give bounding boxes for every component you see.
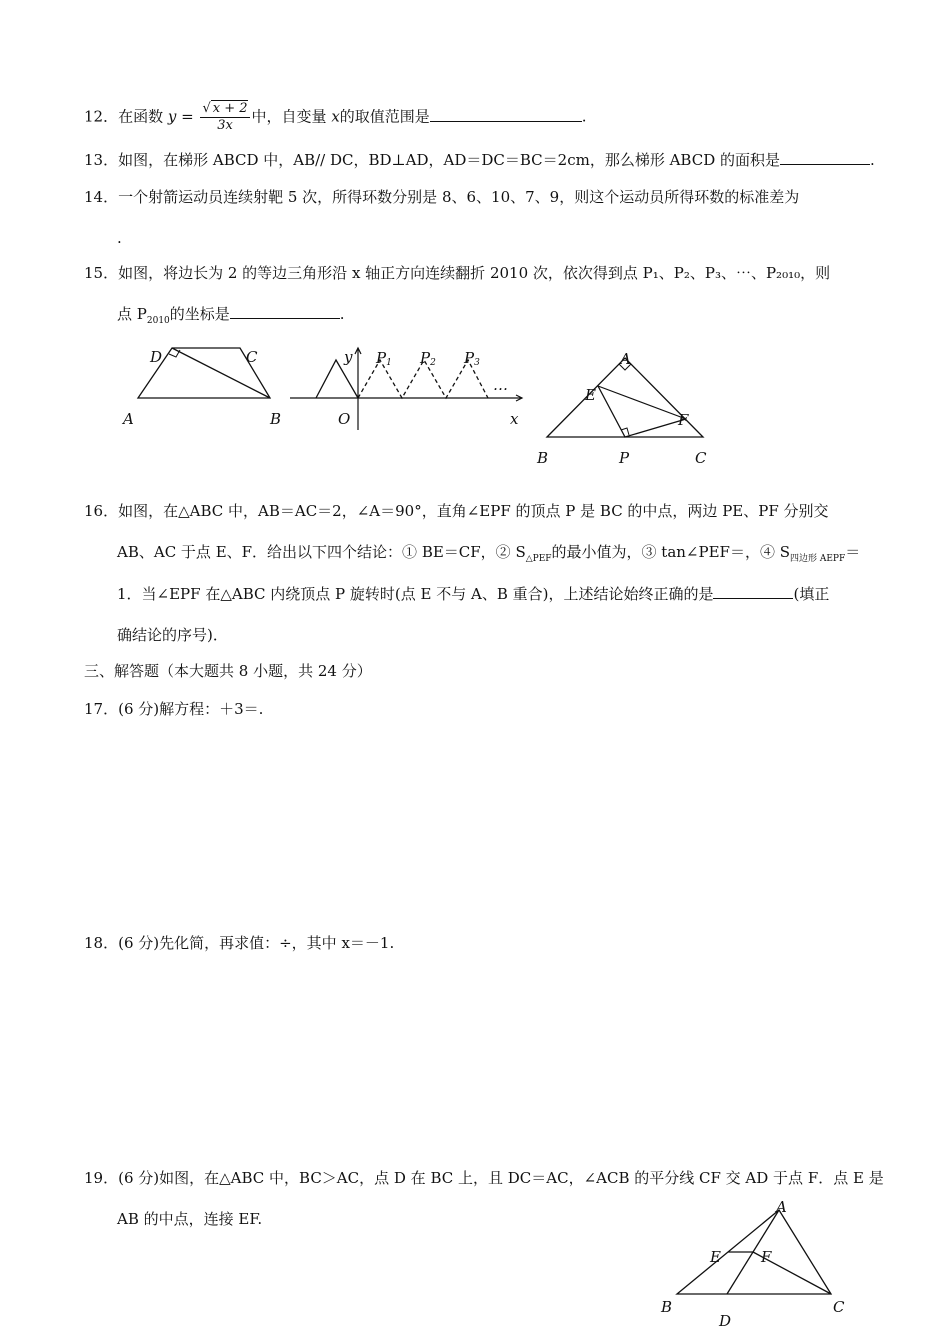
answer-blank[interactable] (430, 107, 582, 122)
label-d: D (719, 1312, 732, 1330)
question-19-line2: AB 的中点，连接 EF. (117, 1210, 263, 1228)
question-16-line4: 确结论的序号)． (117, 626, 228, 644)
label-p2: P2 (420, 349, 436, 368)
angle-epf (598, 386, 686, 437)
q12-text: 在函数 (118, 107, 168, 126)
question-14-end: . (117, 229, 122, 247)
label-d: D (150, 348, 163, 366)
label-c: C (833, 1298, 845, 1316)
trapezoid-figure (120, 340, 300, 440)
triangle-abc-figure (535, 340, 725, 470)
label-a: A (620, 350, 631, 368)
label-c: C (246, 348, 258, 366)
label-p: P (619, 449, 630, 467)
label-c: C (695, 449, 707, 467)
question-13: 13．如图，在梯形 ABCD 中，AB// DC，BD⊥AD，AD＝DC＝BC＝2cm，那么梯形 ABCD 的面积是 . (84, 151, 875, 169)
label-p1: P1 (376, 349, 392, 368)
label-b: B (661, 1298, 673, 1316)
label-b: B (270, 410, 282, 428)
label-e: E (585, 386, 596, 404)
q12-y: y = (167, 107, 194, 126)
label-dots: … (493, 376, 508, 394)
label-y: y (344, 348, 353, 366)
label-p3: P3 (464, 349, 480, 368)
section-3-heading: 三、解答题（本大题共 8 小题，共 24 分） (84, 662, 372, 680)
label-a: A (776, 1198, 787, 1216)
answer-blank[interactable] (230, 304, 340, 319)
label-e: E (710, 1248, 721, 1266)
question-17: 17．(6 分)解方程：＋3＝. (84, 700, 264, 718)
question-18: 18．(6 分)先化简，再求值：÷，其中 x＝－1. (84, 934, 395, 952)
triangle-abc-bisector-figure (655, 1198, 865, 1338)
question-16-line3: 1．当∠EPF 在△ABC 内绕顶点 P 旋转时(点 E 不与 A、B 重合)，上述结论始终正确的是 (填正 (117, 585, 830, 603)
q12-fraction: $\frac{√ x + 2}{3x}$ (202, 101, 248, 133)
label-b: B (537, 449, 549, 467)
question-14: 14．一个射箭运动员连续射靶 5 次，所得环数分别是 8、6、10、7、9，则这个运动员所得环数的标准差为 (84, 188, 800, 206)
label-f: F (761, 1248, 772, 1266)
label-f: F (678, 411, 689, 429)
label-o: O (338, 410, 351, 428)
answer-blank[interactable] (780, 150, 870, 165)
question-16: 16．如图，在△ABC 中，AB＝AC＝2，∠A＝90°，直角∠EPF 的顶点 P 是 BC 的中点，两边 PE、PF 分别交 (84, 502, 829, 520)
folding-triangle-figure (290, 340, 530, 440)
question-19: 19．(6 分)如图，在△ABC 中，BC＞AC，点 D 在 BC 上，且 DC＝AC，∠ACB 的平分线 CF 交 AD 于点 F．点 E 是 (84, 1169, 884, 1187)
label-x: x (510, 410, 519, 428)
answer-blank[interactable] (713, 584, 793, 599)
question-15-line2: 点 $P_{2010}$的坐标是 . (117, 305, 345, 326)
question-15: 15．如图，将边长为 2 的等边三角形沿 x 轴正方向连续翻折 2010 次，依次得到点 P₁、P₂、P₃、⋯、P₂₀₁₀，则 (84, 264, 831, 282)
q12-number: 12． (84, 107, 119, 126)
question-16-line2: AB、AC 于点 E、F．给出以下四个结论：① BE＝CF，② $S_{\triangle PEF}$的最小值为，③ tan∠PEF＝，④ $S_{四边形 AEPF}=$ (117, 543, 861, 564)
segment-ef (598, 386, 686, 419)
label-a: A (123, 410, 134, 428)
question-12: 12．在函数 y = $\frac{√ x + 2}{3x}$ 中，自变量 x的取值范围是 . (84, 101, 587, 133)
